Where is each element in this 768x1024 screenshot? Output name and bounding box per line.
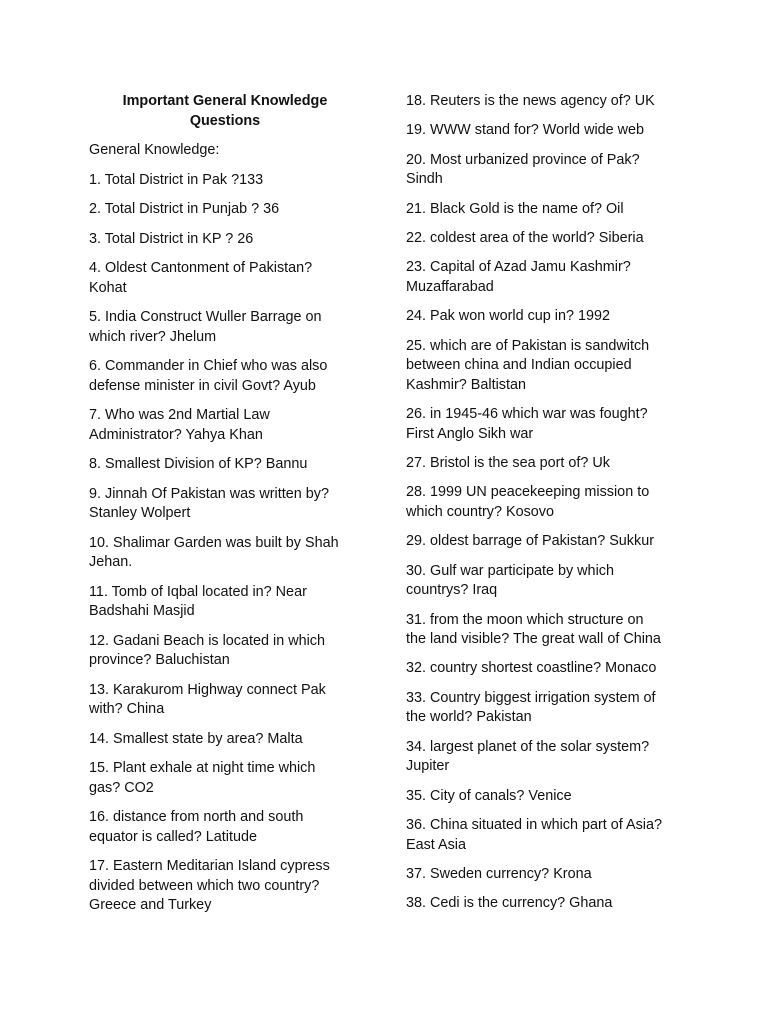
question-item: 8. Smallest Division of KP? Bannu	[89, 456, 308, 472]
question-item: 11. Tomb of Iqbal located in? Near Badshahi Masjid	[89, 583, 307, 619]
question-item: 18. Reuters is the news agency of? UK	[406, 93, 655, 109]
question-item: 4. Oldest Cantonment of Pakistan? Kohat	[89, 260, 313, 296]
question-item: 30. Gulf war participate by which countrys? Iraq	[406, 562, 614, 599]
question-item: 10. Shalimar Garden was built by Shah Jehan.	[89, 534, 339, 570]
question-item: 2. Total District in Punjab ? 36	[89, 201, 280, 217]
question-item: 13. Karakurom Highway connect Pak with? China	[89, 681, 326, 717]
question-item: 6. Commander in Chief who was also defense minister in civil Govt? Ayub	[89, 358, 328, 394]
question-item: 21. Black Gold is the name of? Oil	[406, 200, 624, 217]
question-item: 7. Who was 2nd Martial Law Administrator? Yahya Khan	[89, 407, 270, 443]
question-item: 36. China situated in which part of Asia? East Asia	[406, 817, 662, 853]
question-item: 26. in 1945-46 which war was fought? First Anglo Sikh war	[406, 406, 648, 442]
question-item: 20. Most urbanized province of Pak? Sindh	[406, 151, 640, 188]
left-column	[89, 92, 361, 926]
right-column	[406, 92, 686, 924]
question-item: 33. Country biggest irrigation system of the world? Pakistan	[406, 689, 656, 726]
question-item: 32. country shortest coastline? Monaco	[406, 660, 657, 677]
question-item: 27. Bristol is the sea port of? Uk	[406, 455, 610, 472]
question-item: 1. Total District in Pak ?133	[89, 171, 264, 188]
question-item: 34. largest planet of the solar system? Jupiter	[406, 738, 650, 775]
question-item: 38. Cedi is the currency? Ghana	[406, 895, 613, 912]
question-item: 5. India Construct Wuller Barrage on which river? Jhelum	[89, 309, 322, 345]
question-item: 16. distance from north and south equator is called? Latitude	[89, 809, 304, 845]
question-item: 19. WWW stand for? World wide web	[406, 122, 645, 139]
question-item: 15. Plant exhale at night time which gas? CO2	[89, 760, 316, 796]
question-item: 37. Sweden currency? Krona	[406, 865, 592, 882]
question-item: 35. City of canals? Venice	[406, 787, 572, 804]
document-title: Important General Knowledge Questions	[122, 93, 328, 129]
section-heading: General Knowledge:	[89, 142, 220, 158]
question-item: 28. 1999 UN peacekeeping mission to which country? Kosovo	[406, 484, 650, 520]
question-item: 31. from the moon which structure on the land visible? The great wall of China	[406, 611, 661, 648]
question-item: 29. oldest barrage of Pakistan? Sukkur	[406, 533, 654, 550]
question-item: 12. Gadani Beach is located in which province? Baluchistan	[89, 632, 325, 668]
question-item: 24. Pak won world cup in? 1992	[406, 308, 610, 325]
question-item: 17. Eastern Meditarian Island cypress divided between which two country? Greece and Turkey	[89, 858, 330, 913]
question-item: 14. Smallest state by area? Malta	[89, 730, 303, 747]
question-item: 9. Jinnah Of Pakistan was written by? Stanley Wolpert	[89, 485, 329, 521]
question-item: 23. Capital of Azad Jamu Kashmir? Muzaffarabad	[406, 259, 631, 295]
question-item: 25. which are of Pakistan is sandwitch between china and Indian occupied Kashmir? Baltistan	[406, 337, 650, 393]
question-item: 3. Total District in KP ? 26	[89, 230, 254, 247]
question-item: 22. coldest area of the world? Siberia	[406, 230, 644, 247]
